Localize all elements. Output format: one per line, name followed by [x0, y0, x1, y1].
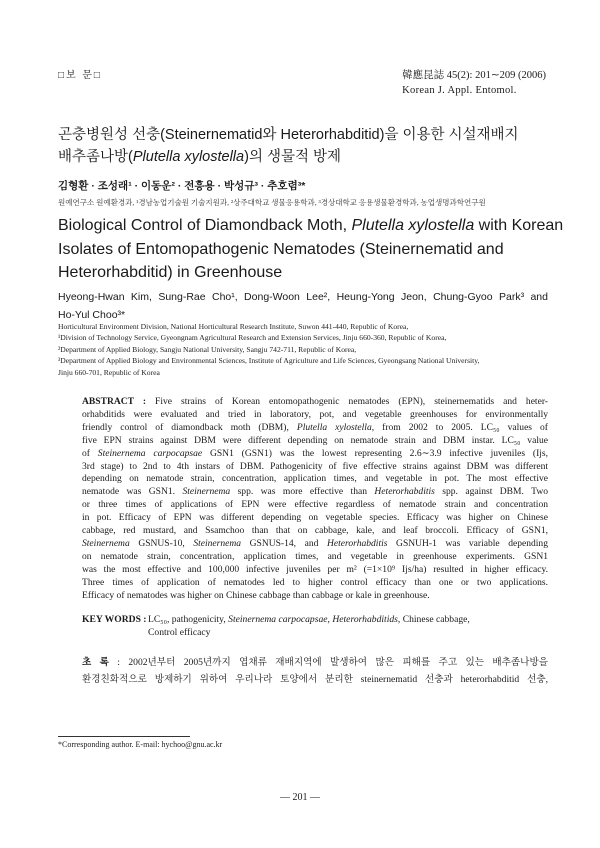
abstract-line — [82, 486, 548, 499]
affiliation-line: ²Department of Applied Biology, Sangju National University, Sangju 742-711, Republic of Korea, — [58, 344, 357, 354]
affiliation-line: Jinju 660-701, Republic of Korea — [58, 367, 160, 377]
title-english — [58, 214, 564, 285]
title-english-text: with Korean — [474, 217, 564, 234]
abstract-text: friendly control of diamondback moth (DBM), — [82, 421, 297, 433]
authors-english-line-2: Ho-Yul Choo³* — [58, 309, 126, 321]
species-name: Plutella xylostella — [351, 217, 475, 234]
abstract — [82, 396, 548, 603]
abstract-line: cabbage, red mustard, and Ssamchoo than that on cabbage, kale, and leaf broccoli. Efficacy of GSN1, — [82, 525, 548, 537]
abstract-line: in pot. Efficacy of EPN was different depending on vegetable species. Efficacy was higher on Chinese — [82, 512, 548, 524]
journal-name-en: Korean J. Appl. Entomol. — [402, 85, 517, 96]
abstract-text: GSNUS-14, and — [241, 537, 327, 549]
abstract-line: on nematode strain, concentration, application times, and vegetable in greenhouse experiments. GSN1 — [82, 550, 548, 562]
species-name: Plutella xylostella — [296, 421, 372, 433]
authors-korean: 김형환 · 조성래¹ · 이동운² · 전흥용 · 박성규³ · 추호렴³* — [58, 180, 306, 192]
abstract-line — [82, 448, 548, 461]
abstract-text: spp. was more effective than — [230, 486, 375, 498]
title-english-line-2: Isolates of Entomopathogenic Nematodes (Steinernematid and — [58, 240, 504, 258]
abstract-text: GSNUS-10, — [129, 537, 194, 549]
abstract-korean-text: : 2002년부터 2005년까지 엽채류 재배지역에 발생하여 많은 피해를 주고 있는 배추좀나방을 — [108, 657, 548, 668]
abstract-korean-label: 초 록 — [82, 657, 109, 668]
section-label: □보 문□ — [58, 70, 102, 81]
title-korean-line-2 — [58, 146, 558, 168]
genus-name: Steinernema — [82, 537, 130, 549]
title-korean-text: 배추좀나방( — [58, 149, 133, 165]
title-english-text: Biological Control of Diamondback Moth, — [58, 217, 352, 234]
keyword-text: , — [327, 614, 333, 625]
abstract-line: Efficacy of nematodes was higher on Chinese cabbage than cabbage or kale in greenhouse. — [82, 589, 430, 601]
abstract-korean-line-1 — [82, 654, 548, 671]
abstract-line — [82, 538, 548, 551]
affiliation-line: Horticultural Environment Division, National Horticultural Research Institute, Suwon 441-440, Republic of Korea, — [58, 322, 409, 331]
authors-english — [58, 288, 548, 324]
journal-citation-ko: 韓應昆誌 45(2): 201∼209 (2006) — [402, 70, 546, 81]
abstract-line: 3rd stage) to 2nd to 4th instars of DBM. Pathogenicity of five effective strains against DBM was different — [82, 460, 548, 472]
title-english-line-3: Heterorhabditid) in Greenhouse — [58, 264, 283, 281]
keyword-text: LC₅₀, pathogenicity, — [148, 614, 229, 625]
abstract-text: of — [82, 447, 98, 459]
abstract-line: orhabditids were evaluated and tried in laboratory, pot, and vegetable greenhouses for environmentally — [82, 408, 548, 420]
affiliations-english — [58, 321, 558, 378]
abstract-line — [82, 396, 548, 409]
title-korean-line-1: 곤충병원성 선충(Steinernematid와 Heterorhabditid)을 이용한 시설재배지 — [58, 127, 519, 143]
journal-citation — [402, 68, 546, 98]
keyword-text: , Chinese cabbage, — [397, 614, 470, 625]
abstract-text: Five strains of Korean entomopathogenic nematodes (EPN), steinernematids and heter- — [146, 396, 548, 407]
authors-english-line-1: Hyeong-Hwan Kim, Sung-Rae Cho¹, Dong-Woon Lee², Heung-Yong Jeon, Chung-Gyoo Park³ and — [58, 291, 548, 303]
keywords-label: KEY WORDS : — [82, 614, 147, 625]
abstract-line: five EPN strains against DBM were different depending on nematode strain and DBM instar. LC₅₀ value — [82, 434, 548, 446]
abstract-text: GSN1 (GSN1) was the lowest representing 2.6∼3.9 infective juveniles (Ijs, — [202, 447, 549, 459]
species-name: Steinernema carpocapsae — [97, 447, 203, 459]
page-number: — 201 — — [280, 792, 320, 803]
genus-name: Heterorhabditis — [374, 486, 435, 498]
abstract-korean — [82, 654, 548, 688]
abstract-text: , from 2002 to 2005. LC₅₀ values of — [371, 421, 548, 433]
keywords-line-2: Control efficacy — [148, 626, 211, 638]
species-name: Plutella xylostella — [132, 149, 245, 165]
abstract-text: spp. against DBM. Two — [434, 486, 548, 498]
genus-name: Steinernema — [182, 486, 231, 498]
title-korean — [58, 124, 558, 168]
abstract-line — [82, 422, 548, 435]
keywords-list — [148, 614, 548, 639]
abstract-korean-line-2: 환경친화적으로 방제하기 위하여 우리나라 토양에서 분리한 steinernematid 선충과 heterorhabditid 선충, — [82, 674, 548, 685]
affiliation-line: ¹Division of Technology Service, Gyeongnam Agricultural Research and Extension Services, Jinju 660-360, Republic of Korea, — [58, 333, 447, 343]
footnote-divider — [58, 736, 190, 737]
genus-name: Steinernema — [193, 537, 242, 549]
abstract-line: depending on nematode strain, concentration, application times, and vegetable in pot. The most effective — [82, 473, 548, 485]
genus-name: Heterorhabditis — [327, 537, 388, 549]
abstract-text: GSNUH-1 was variable depending — [387, 537, 548, 549]
abstract-label: ABSTRACT : — [82, 396, 147, 407]
affiliations-korean: 원예연구소 원예환경과, ¹경남농업기술원 기술지원과, ²상주대학교 생물응용학과, ³경상대학교 응용생물환경학과, 농업생명과학연구원 — [58, 198, 486, 207]
abstract-line: was the most effective and 100,000 infective juveniles per m² (=1×10⁹ Ijs/ha) resulted in higher efficacy. — [82, 563, 548, 575]
keywords-line-1 — [148, 614, 548, 627]
abstract-line: or three times of applications of EPN were effective regardless of nematode strain and concentration — [82, 499, 548, 511]
affiliation-line: ³Department of Applied Biology and Environmental Sciences, Institute of Agriculture and Life Sciences, Gyeongsang National University, — [58, 356, 480, 366]
title-english-line-1 — [58, 214, 564, 238]
abstract-line: Three times of application of nematodes led to higher control efficacy than one or two applications. — [82, 576, 548, 588]
title-korean-text: )의 생물적 방제 — [244, 149, 342, 165]
abstract-text: nematode was GSN1. — [82, 486, 183, 498]
taxon-name: Heterorhabditids — [332, 614, 398, 625]
corresponding-author-footnote: *Corresponding author. E-mail: hychoo@gnu.ac.kr — [58, 740, 223, 749]
species-name: Steinernema carpocapsae — [228, 614, 328, 625]
